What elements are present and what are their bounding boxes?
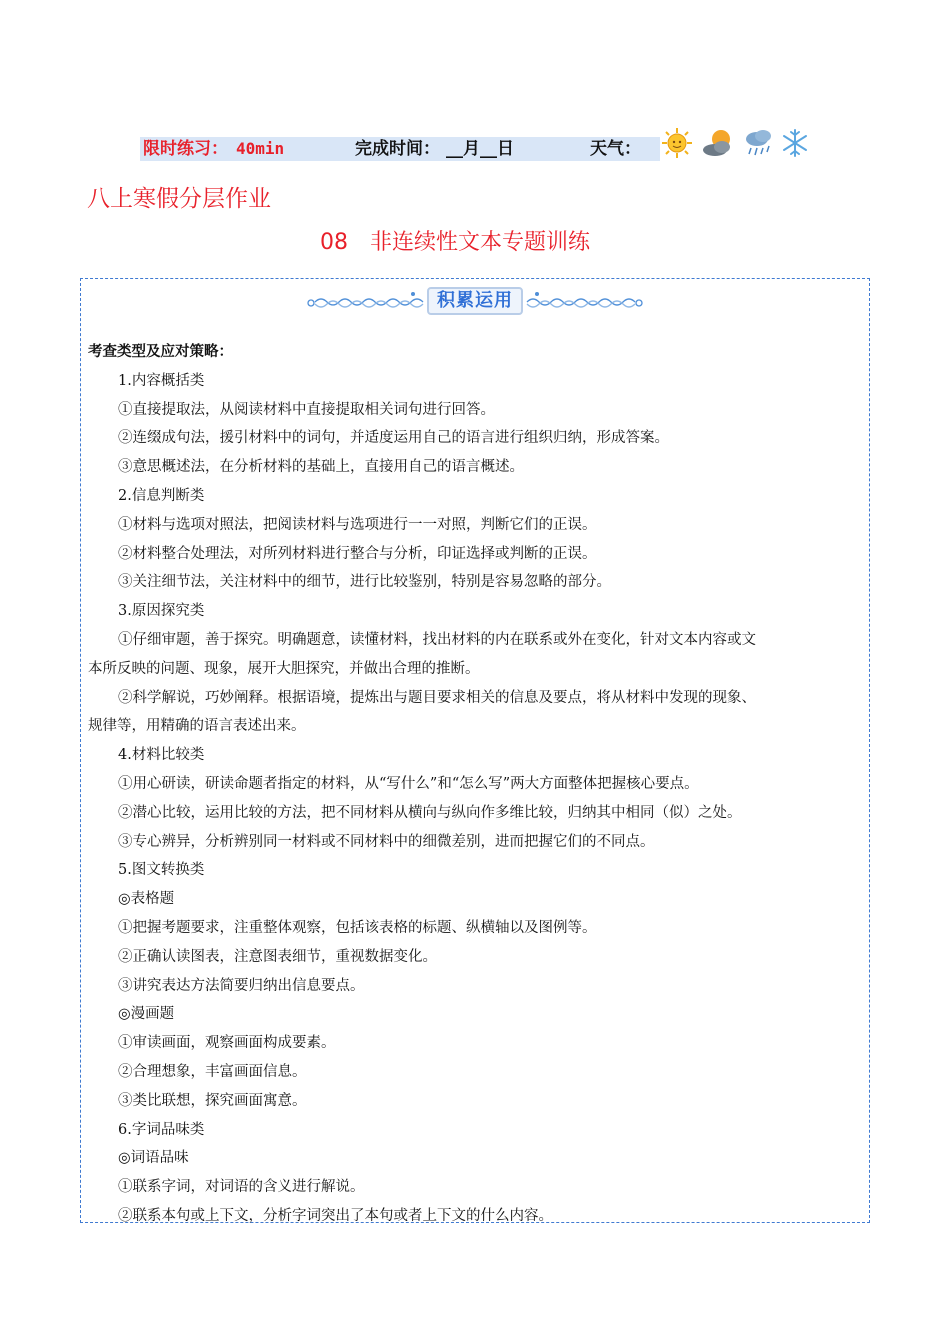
list-item: ◎漫画题 <box>118 1006 175 1023</box>
document-subtitle <box>320 228 590 258</box>
rain-cloud-icon <box>742 124 776 162</box>
time-limit-label: 限时练习： <box>143 139 228 159</box>
list-item: 6.字词品味类 <box>118 1121 205 1138</box>
time-limit-value: 40min <box>236 139 285 158</box>
list-item: ①仔细审题，善于探究。明确题意，读懂材料，找出材料的内在联系或外在变化，针对文本内容或文 <box>118 631 756 648</box>
document-title: 八上寒假分层作业 <box>87 186 271 212</box>
list-item: ②连缀成句法，援引材料中的词句，并适度运用自己的语言进行组织归纳，形成答案。 <box>118 430 669 447</box>
list-item: ①联系字词，对词语的含义进行解说。 <box>118 1179 365 1196</box>
list-item: ②正确认读图表，注意图表细节，重视数据变化。 <box>118 948 437 965</box>
list-item: ①直接提取法，从阅读材料中直接提取相关词句进行回答。 <box>118 401 495 418</box>
weather-label: 天气： <box>590 139 641 159</box>
list-item: ③讲究表达方法简要归纳出信息要点。 <box>118 977 365 994</box>
partly-cloudy-icon <box>700 124 736 162</box>
list-item: ②潜心比较，运用比较的方法，把不同材料从横向与纵向作多维比较，归纳其中相同（似）之处。 <box>118 804 742 821</box>
list-item: ①用心研读，研读命题者指定的材料，从“写什么”和“怎么写”两大方面整体把握核心要点。 <box>118 775 699 792</box>
list-item: ①把握考题要求，注重整体观察，包括该表格的标题、纵横轴以及图例等。 <box>118 919 597 936</box>
list-item: 2.信息判断类 <box>118 487 205 504</box>
completion-time-value: __月__日 <box>446 139 514 159</box>
completion-time-label: 完成时间： <box>355 139 440 159</box>
list-item-continuation: 规律等，用精确的语言表述出来。 <box>88 718 306 735</box>
snowflake-icon <box>780 124 810 162</box>
list-item: ②联系本句或上下文，分析字词突出了本句或者上下文的什么内容。 <box>118 1207 553 1224</box>
list-item: ①材料与选项对照法，把阅读材料与选项进行一一对照，判断它们的正误。 <box>118 516 597 533</box>
list-item: ③专心辨异，分析辨别同一材料或不同材料中的细微差别，进而把握它们的不同点。 <box>118 833 655 850</box>
list-item-continuation: 本所反映的问题、现象，展开大胆探究，并做出合理的推断。 <box>88 660 480 677</box>
list-item: ②科学解说，巧妙阐释。根据语境，提炼出与题目要求相关的信息及要点，将从材料中发现的现象、 <box>118 689 756 706</box>
list-item: ②合理想象，丰富画面信息。 <box>118 1063 307 1080</box>
list-item: 3.原因探究类 <box>118 603 205 620</box>
list-item: 1.内容概括类 <box>118 372 205 389</box>
list-item: ②材料整合处理法，对所列材料进行整合与分析，印证选择或判断的正误。 <box>118 545 597 562</box>
weather-icons <box>660 124 810 164</box>
sun-icon <box>660 124 694 162</box>
unit-title: 非连续性文本专题训练 <box>370 230 591 255</box>
list-item: ◎词语品味 <box>118 1150 189 1167</box>
content-heading: 考查类型及应对策略： <box>88 343 233 360</box>
list-item: ①审读画面，观察画面构成要素。 <box>118 1035 336 1052</box>
unit-number: 08 <box>320 230 348 255</box>
list-item: 5.图文转换类 <box>118 862 205 879</box>
list-item: ③类比联想，探究画面寓意。 <box>118 1092 307 1109</box>
list-item: 4.材料比较类 <box>118 747 205 764</box>
strategy-content <box>88 338 863 1231</box>
section-banner-label: 积累运用 <box>427 287 523 315</box>
list-item: ◎表格题 <box>118 891 175 908</box>
list-item: ③意思概述法，在分析材料的基础上，直接用自己的语言概述。 <box>118 459 524 476</box>
list-item: ③关注细节法，关注材料中的细节，进行比较鉴别，特别是容易忽略的部分。 <box>118 574 611 591</box>
